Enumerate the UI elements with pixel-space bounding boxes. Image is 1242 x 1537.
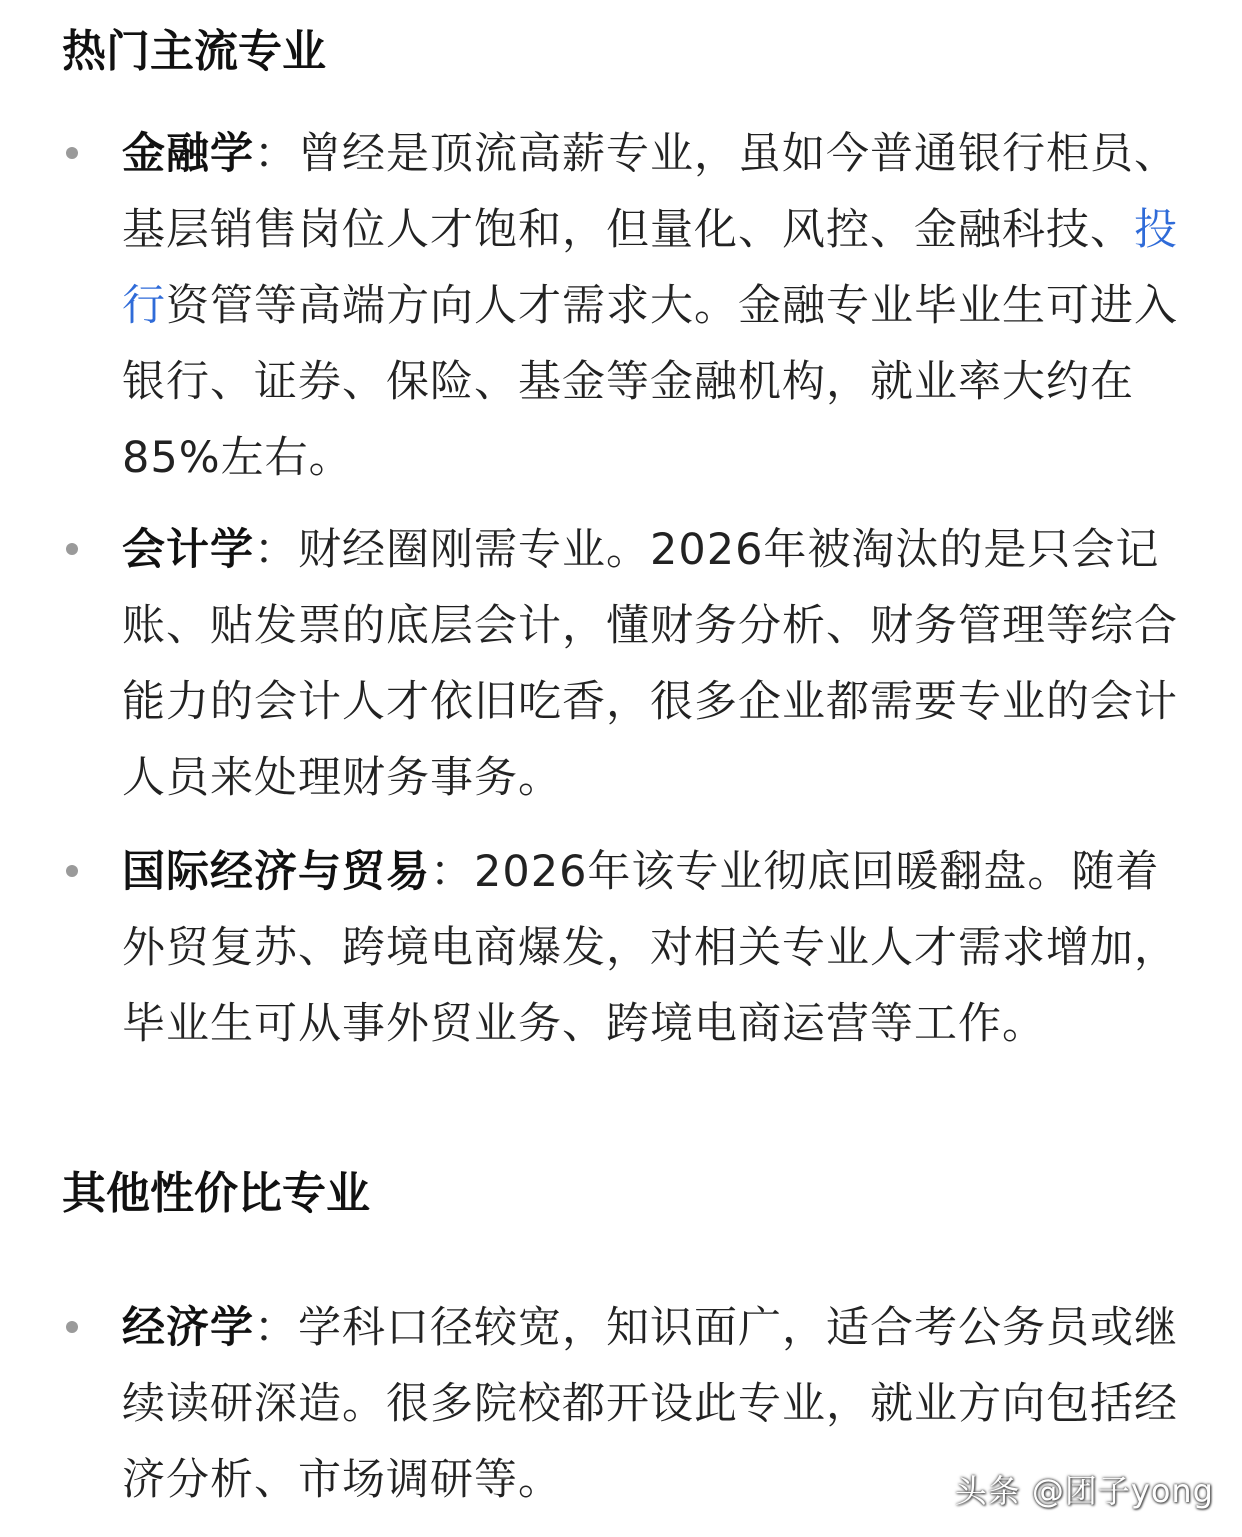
item-text: 曾经是顶流高薪专业，虽如今普通银行柜员、基层销售岗位人才饱和，但量化、风控、金融科技、 [122,129,1178,255]
section-heading-hot-majors: 热门主流专业 [62,26,326,77]
list-item-accounting [122,512,1182,816]
investment-bank-link[interactable]: 投行 [122,205,1178,331]
item-text: 财经圈刚需专业。2026年被淘汰的是只会记账、贴发票的底层会计，懂财务分析、财务管理等综合能力的会计人才依旧吃香，很多企业都需要专业的会计人员来处理财务事务。 [122,525,1178,803]
bullet-dot [66,147,78,159]
bullet-dot [66,865,78,877]
list-item-international-trade [122,834,1182,1062]
section-heading-value-majors: 其他性价比专业 [62,1168,370,1219]
item-colon: ： [254,1303,298,1353]
item-text: 2026年该专业彻底回暖翻盘。随着外贸复苏、跨境电商爆发，对相关专业人才需求增加，毕业生可从事外贸业务、跨境电商运营等工作。 [122,847,1178,1049]
item-text: 学科口径较宽，知识面广，适合考公务员或继续读研深造。很多院校都开设此专业，就业方向包括经济分析、市场调研等。 [122,1303,1178,1505]
list-item-finance [122,116,1182,496]
source-watermark: 头条 @团子yong [954,1472,1214,1510]
bullet-dot [66,543,78,555]
item-colon: ： [254,525,298,575]
item-term: 经济学 [122,1303,254,1353]
item-colon: ： [430,847,474,897]
item-term: 金融学 [122,129,254,179]
item-term: 国际经济与贸易 [122,847,430,897]
item-colon: ： [254,129,298,179]
bullet-dot [66,1321,78,1333]
item-text-continued: 资管等高端方向人才需求大。金融专业毕业生可进入银行、证券、保险、基金等金融机构，就业率大约在85%左右。 [122,281,1178,483]
item-term: 会计学 [122,525,254,575]
